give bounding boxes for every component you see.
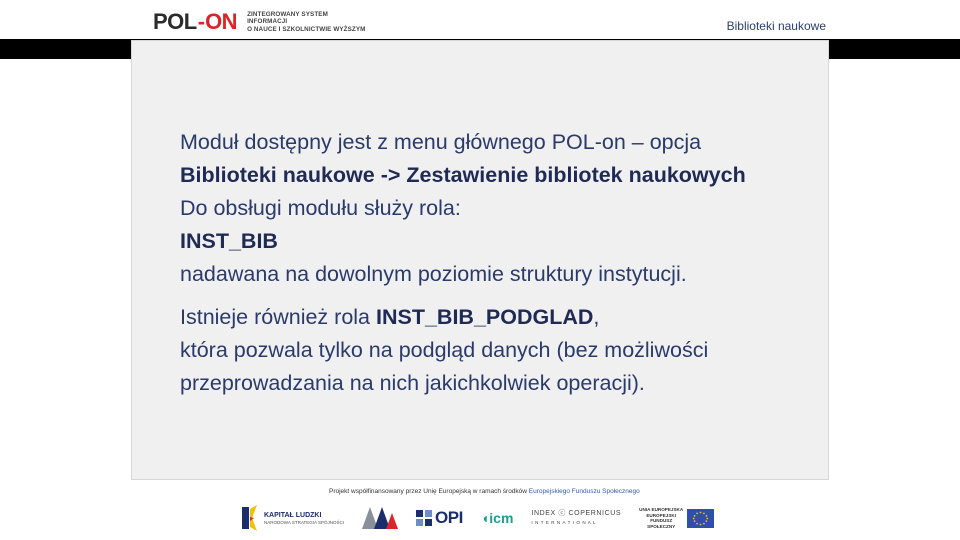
text-fragment: Istnieje również rola <box>180 305 376 329</box>
index-copernicus-logo <box>531 509 621 527</box>
kapital-ludzki-icon <box>240 505 258 531</box>
icm-icon: ◖ <box>480 510 490 526</box>
role-name: INST_BIB <box>180 229 278 253</box>
text-line: Moduł dostępny jest z menu głównego POL-on – opcja <box>180 130 702 154</box>
logo-pol-text: POL <box>153 9 197 34</box>
pol-on-logo[interactable] <box>153 10 367 34</box>
ue-text-line: EUROPEJSKI <box>646 512 676 518</box>
index-copernicus-subtext: I N T E R N A T I O N A L <box>531 520 597 525</box>
text-line: Do obsługi modułu służy rola: <box>180 196 461 220</box>
mnisw-logo-icon <box>362 507 398 529</box>
text-line: przeprowadzania na nich jakichkolwiek operacji). <box>180 371 645 395</box>
cofinancing-note <box>329 488 640 495</box>
menu-path: Biblioteki naukowe -> Zestawienie bibliotek naukowych <box>180 163 746 187</box>
logo-tagline-line: ZINTEGROWANY SYSTEM INFORMACJI <box>247 11 328 26</box>
logo-dash: - <box>197 9 206 34</box>
text-fragment: , <box>593 305 600 329</box>
logo-tagline <box>247 11 367 33</box>
efs-link: Europejskiego Funduszu Społecznego <box>528 488 640 495</box>
kapital-ludzki-logo <box>240 505 344 531</box>
role-name: INST_BIB_PODGLAD <box>375 305 594 329</box>
opi-text: OPI <box>435 508 463 527</box>
cofinancing-text: Projekt współfinansowany przez Unię Europejską w ramach środków <box>329 488 529 495</box>
kapital-ludzki-subtext: NARODOWA STRATEGIA SPÓJNOŚCI <box>264 519 345 525</box>
kapital-ludzki-text: KAPITAŁ LUDZKI <box>264 511 322 519</box>
text-line: nadawana na dowolnym poziomie struktury instytucji. <box>180 262 687 286</box>
icm-logo <box>481 510 514 526</box>
opi-icon <box>416 510 432 526</box>
text-line <box>180 301 820 334</box>
ue-text-line: UNIA EUROPEJSKA <box>639 507 684 512</box>
logo-tagline-line: O NAUCE I SZKOLNICTWIE WYŻSZYM <box>247 25 366 33</box>
partner-logos <box>240 503 714 533</box>
logo-on-text: ON <box>205 9 238 34</box>
section-title: Biblioteki naukowe <box>726 19 826 33</box>
opi-logo <box>416 508 463 528</box>
ue-text-line: FUNDUSZ SPOŁECZNY <box>647 518 676 529</box>
text-line: która pozwala tylko na podgląd danych (bez możliwości <box>180 338 709 362</box>
ue-efs-logo <box>639 507 714 529</box>
icm-text: icm <box>489 510 514 526</box>
slide-content <box>180 126 820 400</box>
eu-flag-icon <box>687 509 714 528</box>
spacer <box>180 291 820 301</box>
index-copernicus-text: INDEX ⓒ COPERNICUS <box>531 510 622 517</box>
footer-logos-strip <box>154 484 770 538</box>
ue-text <box>639 507 683 529</box>
